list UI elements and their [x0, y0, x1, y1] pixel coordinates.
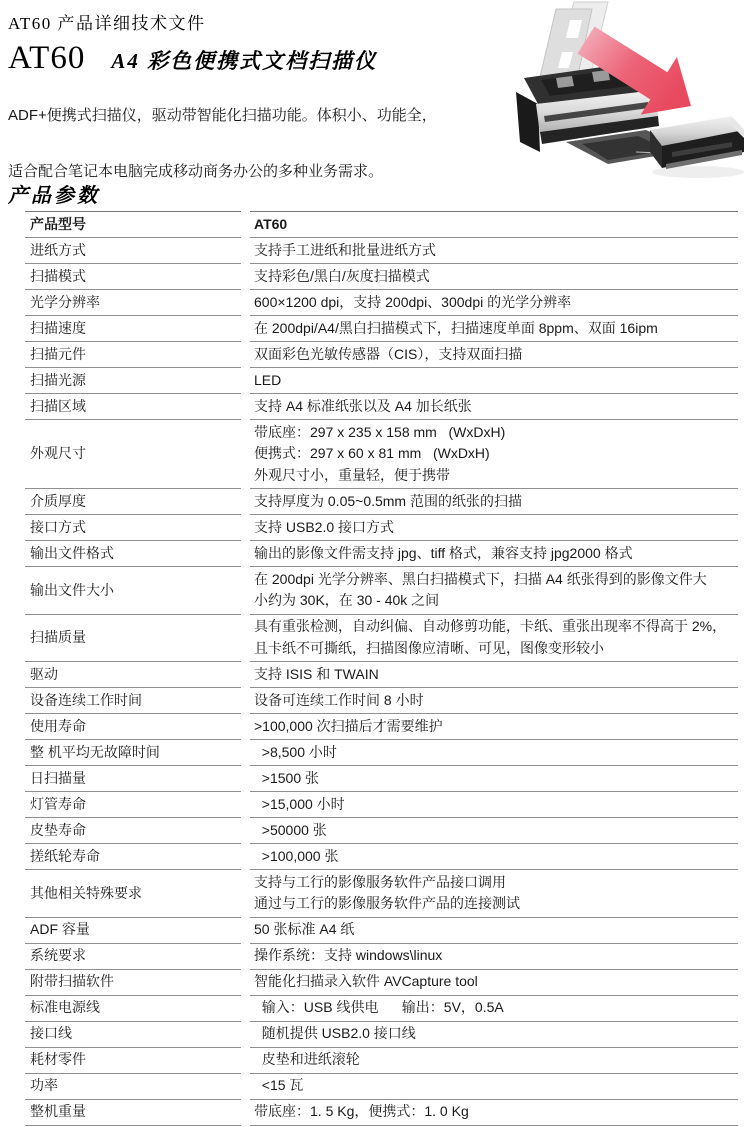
- spec-value-line: AT60: [254, 215, 288, 232]
- spec-value-line: >8,500 小时: [254, 743, 337, 760]
- spec-label: 输出文件格式: [25, 541, 241, 567]
- spec-label: 皮垫寿命: [25, 818, 241, 844]
- spec-value-line: 支持厚度为 0.05~0.5mm 范围的纸张的扫描: [254, 492, 522, 509]
- spec-value-line: 输出的影像文件需支持 jpg、tiff 格式，兼容支持 jpg2000 格式: [254, 544, 633, 561]
- spec-value-line: >1500 张: [254, 769, 319, 786]
- spec-value: [250, 420, 738, 489]
- spec-value: [250, 766, 738, 792]
- spec-value-line: 具有重张检测，自动纠偏、自动修剪功能，卡纸、重张出现率不得高于 2%，: [254, 618, 727, 635]
- spec-row: [25, 792, 738, 818]
- spec-row: [25, 1100, 738, 1126]
- spec-value: [250, 541, 738, 567]
- spec-label: 耗材零件: [25, 1048, 241, 1074]
- spec-table: [16, 211, 747, 1126]
- spec-value: [250, 740, 738, 766]
- spec-label: 扫描模式: [25, 264, 241, 290]
- scanner-illustration: [486, 0, 750, 186]
- spec-row: [25, 996, 738, 1022]
- description-line-1: ADF+便携式扫描仪，驱动带智能化扫描功能。体积小、功能全，: [8, 107, 437, 124]
- spec-row: [25, 1074, 738, 1100]
- spec-value: [250, 211, 738, 238]
- spec-label: 整机重量: [25, 1100, 241, 1126]
- spec-label: 扫描光源: [25, 368, 241, 394]
- spec-label: 输出文件大小: [25, 567, 241, 615]
- spec-value: [250, 844, 738, 870]
- spec-label: 外观尺寸: [25, 420, 241, 489]
- spec-value: [250, 316, 738, 342]
- spec-label: 附带扫描软件: [25, 970, 241, 996]
- spec-value: [250, 1074, 738, 1100]
- spec-value: [250, 1048, 738, 1074]
- spec-value: [250, 567, 738, 615]
- spec-value-line: 智能化扫描录入软件 AVCapture tool: [254, 973, 478, 990]
- spec-row: [25, 714, 738, 740]
- spec-value-line: 带底座：1. 5 Kg，便携式：1. 0 Kg: [254, 1103, 469, 1120]
- spec-label: 进纸方式: [25, 238, 241, 264]
- spec-value-line: LED: [254, 371, 282, 388]
- spec-label: 整 机平均无故障时间: [25, 740, 241, 766]
- spec-value-line: 支持彩色/黑白/灰度扫描模式: [254, 267, 430, 284]
- product-subtitle: A4 彩色便携式文档扫描仪: [111, 49, 378, 73]
- spec-value-line: 双面彩色光敏传感器（CIS），支持双面扫描: [254, 345, 523, 362]
- spec-value-line: 支持 ISIS 和 TWAIN: [254, 665, 379, 682]
- spec-label: 介质厚度: [25, 489, 241, 515]
- spec-row: [25, 918, 738, 944]
- spec-label: 搓纸轮寿命: [25, 844, 241, 870]
- spec-row: [25, 1048, 738, 1074]
- spec-value-line: <15 瓦: [254, 1077, 304, 1094]
- spec-value-line: >15,000 小时: [254, 795, 345, 812]
- spec-label: ADF 容量: [25, 918, 241, 944]
- spec-label: 日扫描量: [25, 766, 241, 792]
- spec-value: [250, 1100, 738, 1126]
- product-model: AT60: [8, 40, 86, 76]
- spec-row: [25, 688, 738, 714]
- spec-value-line: 支持 A4 标准纸张以及 A4 加长纸张: [254, 397, 472, 414]
- spec-row: [25, 264, 738, 290]
- spec-value: [250, 290, 738, 316]
- spec-label: 扫描速度: [25, 316, 241, 342]
- spec-row: [25, 290, 738, 316]
- spec-value: [250, 818, 738, 844]
- spec-row: [25, 238, 738, 264]
- spec-row: [25, 211, 738, 238]
- spec-value: [250, 688, 738, 714]
- product-photo: [486, 0, 750, 186]
- spec-value: [250, 368, 738, 394]
- spec-value-line: 50 张标准 A4 纸: [254, 921, 355, 938]
- spec-value-line: 600×1200 dpi，支持 200dpi、300dpi 的光学分辨率: [254, 293, 572, 310]
- spec-value-line: 在 200dpi 光学分辨率、黑白扫描模式下，扫描 A4 纸张得到的影像文件大: [254, 570, 707, 587]
- spec-label: 产品型号: [25, 211, 241, 238]
- spec-label: 光学分辨率: [25, 290, 241, 316]
- spec-value: [250, 394, 738, 420]
- description-line-2: 适合配合笔记本电脑完成移动商务办公的多种业务需求。: [8, 163, 384, 180]
- spec-row: [25, 740, 738, 766]
- spec-value-line: 外观尺寸小，重量轻，便于携带: [254, 466, 450, 483]
- spec-label: 扫描区域: [25, 394, 241, 420]
- spec-label: 驱动: [25, 662, 241, 688]
- spec-value: [250, 342, 738, 368]
- spec-value-line: 且卡纸不可撕纸，扫描图像应清晰、可见，图像变形较小: [254, 639, 604, 656]
- spec-value: [250, 238, 738, 264]
- spec-row: [25, 368, 738, 394]
- spec-value: [250, 944, 738, 970]
- spec-value-line: 在 200dpi/A4/黑白扫描模式下，扫描速度单面 8ppm、双面 16ipm: [254, 319, 658, 336]
- spec-value-line: >100,000 次扫描后才需要维护: [254, 717, 443, 734]
- spec-value: [250, 918, 738, 944]
- spec-row: [25, 342, 738, 368]
- spec-row: [25, 944, 738, 970]
- spec-value: [250, 264, 738, 290]
- spec-row: [25, 844, 738, 870]
- spec-label: 设备连续工作时间: [25, 688, 241, 714]
- spec-label: 扫描元件: [25, 342, 241, 368]
- spec-label: 系统要求: [25, 944, 241, 970]
- spec-value-line: 支持 USB2.0 接口方式: [254, 518, 395, 535]
- spec-row: [25, 515, 738, 541]
- spec-value: [250, 870, 738, 918]
- spec-value: [250, 615, 738, 663]
- spec-label: 功率: [25, 1074, 241, 1100]
- spec-value: [250, 996, 738, 1022]
- spec-value: [250, 970, 738, 996]
- spec-row: [25, 567, 738, 615]
- spec-row: [25, 818, 738, 844]
- spec-value-line: 支持手工进纸和批量进纸方式: [254, 241, 436, 258]
- spec-label: 接口方式: [25, 515, 241, 541]
- spec-label: 扫描质量: [25, 615, 241, 663]
- spec-value-line: 通过与工行的影像服务软件产品的连接测试: [254, 895, 520, 912]
- spec-row: [25, 615, 738, 663]
- spec-row: [25, 1022, 738, 1048]
- spec-value: [250, 714, 738, 740]
- spec-label: 标准电源线: [25, 996, 241, 1022]
- spec-value-line: >100,000 张: [254, 847, 339, 864]
- spec-value-line: 随机提供 USB2.0 接口线: [254, 1025, 416, 1042]
- spec-label: 接口线: [25, 1022, 241, 1048]
- spec-row: [25, 662, 738, 688]
- spec-value: [250, 792, 738, 818]
- spec-value: [250, 489, 738, 515]
- spec-value-line: >50000 张: [254, 821, 327, 838]
- spec-value-line: 设备可连续工作时间 8 小时: [254, 691, 424, 708]
- spec-label: 灯管寿命: [25, 792, 241, 818]
- spec-value-line: 带底座：297 x 235 x 158 mm (WxDxH): [254, 423, 506, 440]
- spec-row: [25, 420, 738, 489]
- spec-row: [25, 541, 738, 567]
- spec-value-line: 输入：USB 线供电 输出：5V，0.5A: [254, 999, 504, 1016]
- spec-value-line: 支持与工行的影像服务软件产品接口调用: [254, 873, 506, 890]
- portable-scanner: [650, 116, 744, 178]
- spec-row: [25, 970, 738, 996]
- doc-title: AT60 产品详细技术文件: [8, 14, 206, 33]
- spec-label: 使用寿命: [25, 714, 241, 740]
- spec-value-line: 皮垫和进纸滚轮: [254, 1051, 360, 1068]
- spec-row: [25, 316, 738, 342]
- spec-row: [25, 870, 738, 918]
- spec-value-line: 操作系统：支持 windows\linux: [254, 947, 443, 964]
- spec-value: [250, 515, 738, 541]
- spec-value-line: 小约为 30K，在 30 - 40k 之间: [254, 592, 440, 609]
- spec-value: [250, 662, 738, 688]
- spec-label: 其他相关特殊要求: [25, 870, 241, 918]
- section-title: 产品参数: [8, 185, 100, 207]
- product-title-line: [8, 40, 377, 77]
- spec-row: [25, 394, 738, 420]
- spec-row: [25, 766, 738, 792]
- spec-value-line: 便携式：297 x 60 x 81 mm (WxDxH): [254, 445, 490, 462]
- spec-row: [25, 489, 738, 515]
- spec-value: [250, 1022, 738, 1048]
